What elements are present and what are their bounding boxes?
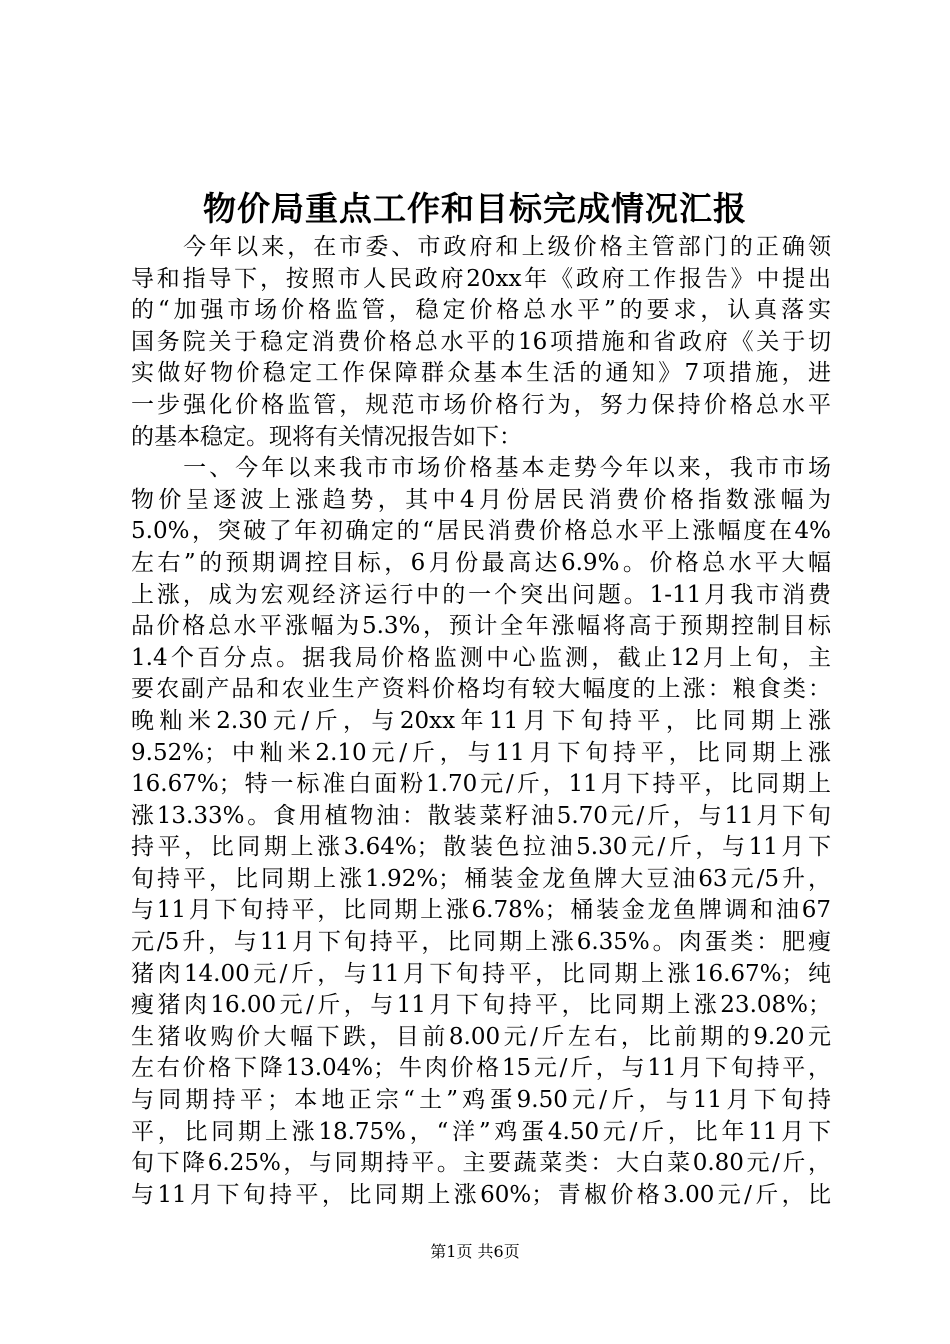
text-line: 元/5升，与11月下旬持平，比同期上涨6.35%。肉蛋类：肥瘦 [131, 929, 831, 956]
text-line: 品价格总水平涨幅为5.3%，预计全年涨幅将高于预期控制目标 [131, 613, 831, 640]
document-title: 物价局重点工作和目标完成情况汇报 [203, 189, 747, 228]
text-line: 实做好物价稳定工作保障群众基本生活的通知》7项措施，进 [131, 360, 831, 387]
text-line: 要农副产品和农业生产资料价格均有较大幅度的上涨：粮食类： [131, 676, 831, 703]
text-line: 与11月下旬持平，比同期上涨6.78%；桶装金龙鱼牌调和油67 [131, 897, 831, 924]
text-line: 物价呈逐波上涨趋势，其中4月份居民消费价格指数涨幅为 [131, 486, 831, 513]
text-line: 与11月下旬持平，比同期上涨60%；青椒价格3.00元/斤，比 [131, 1181, 831, 1208]
text-line: 瘦猪肉16.00元/斤，与11月下旬持平，比同期上涨23.08%； [131, 992, 831, 1019]
text-line: 上涨，成为宏观经济运行中的一个突出问题。1-11月我市消费 [131, 581, 831, 608]
text-line: 5.0%，突破了年初确定的“居民消费价格总水平上涨幅度在4% [131, 518, 831, 545]
text-line: 持平，比同期上涨3.64%；散装色拉油5.30元/斤，与11月下 [131, 834, 831, 861]
document-body [131, 232, 831, 1211]
text-line: 猪肉14.00元/斤，与11月下旬持平，比同期上涨16.67%；纯 [131, 960, 831, 987]
text-line: 生猪收购价大幅下跌，目前8.00元/斤左右，比前期的9.20元 [131, 1023, 831, 1050]
text-line: 的“加强市场价格监管，稳定价格总水平”的要求，认真落实 [131, 297, 831, 324]
text-line: 与同期持平；本地正宗“土”鸡蛋9.50元/斤，与11月下旬持 [131, 1087, 831, 1114]
text-line: 导和指导下，按照市人民政府20xx年《政府工作报告》中提出 [131, 265, 831, 292]
text-line: 一步强化价格监管，规范市场价格行为，努力保持价格总水平 [131, 391, 831, 418]
text-line: 涨13.33%。食用植物油：散装菜籽油5.70元/斤，与11月下旬 [131, 802, 831, 829]
text-line: 国务院关于稳定消费价格总水平的16项措施和省政府《关于切 [131, 328, 831, 355]
text-line: 平，比同期上涨18.75%，“洋”鸡蛋4.50元/斤，比年11月下 [131, 1118, 831, 1145]
page-footer: 第1页 共6页 [430, 1242, 520, 1261]
text-line: 9.52%；中籼米2.10元/斤，与11月下旬持平，比同期上涨 [131, 739, 831, 766]
text-line: 旬持平，比同期上涨1.92%；桶装金龙鱼牌大豆油63元/5升， [131, 865, 831, 892]
text-line: 16.67%；特一标准白面粉1.70元/斤，11月下持平，比同期上 [131, 771, 831, 798]
text-line: 旬下降6.25%，与同期持平。主要蔬菜类：大白菜0.80元/斤， [131, 1150, 831, 1177]
text-line: 一、今年以来我市市场价格基本走势今年以来，我市市场 [131, 455, 831, 482]
text-line: 今年以来，在市委、市政府和上级价格主管部门的正确领 [131, 234, 831, 260]
text-line: 晚籼米2.30元/斤，与20xx年11月下旬持平，比同期上涨 [131, 707, 831, 734]
text-line: 1.4个百分点。据我局价格监测中心监测，截止12月上旬，主 [131, 644, 831, 671]
text-line: 左右价格下降13.04%；牛肉价格15元/斤，与11月下旬持平， [131, 1055, 831, 1082]
text-line: 的基本稳定。现将有关情况报告如下： [131, 423, 522, 450]
text-line: 左右”的预期调控目标，6月份最高达6.9%。价格总水平大幅 [131, 549, 831, 576]
